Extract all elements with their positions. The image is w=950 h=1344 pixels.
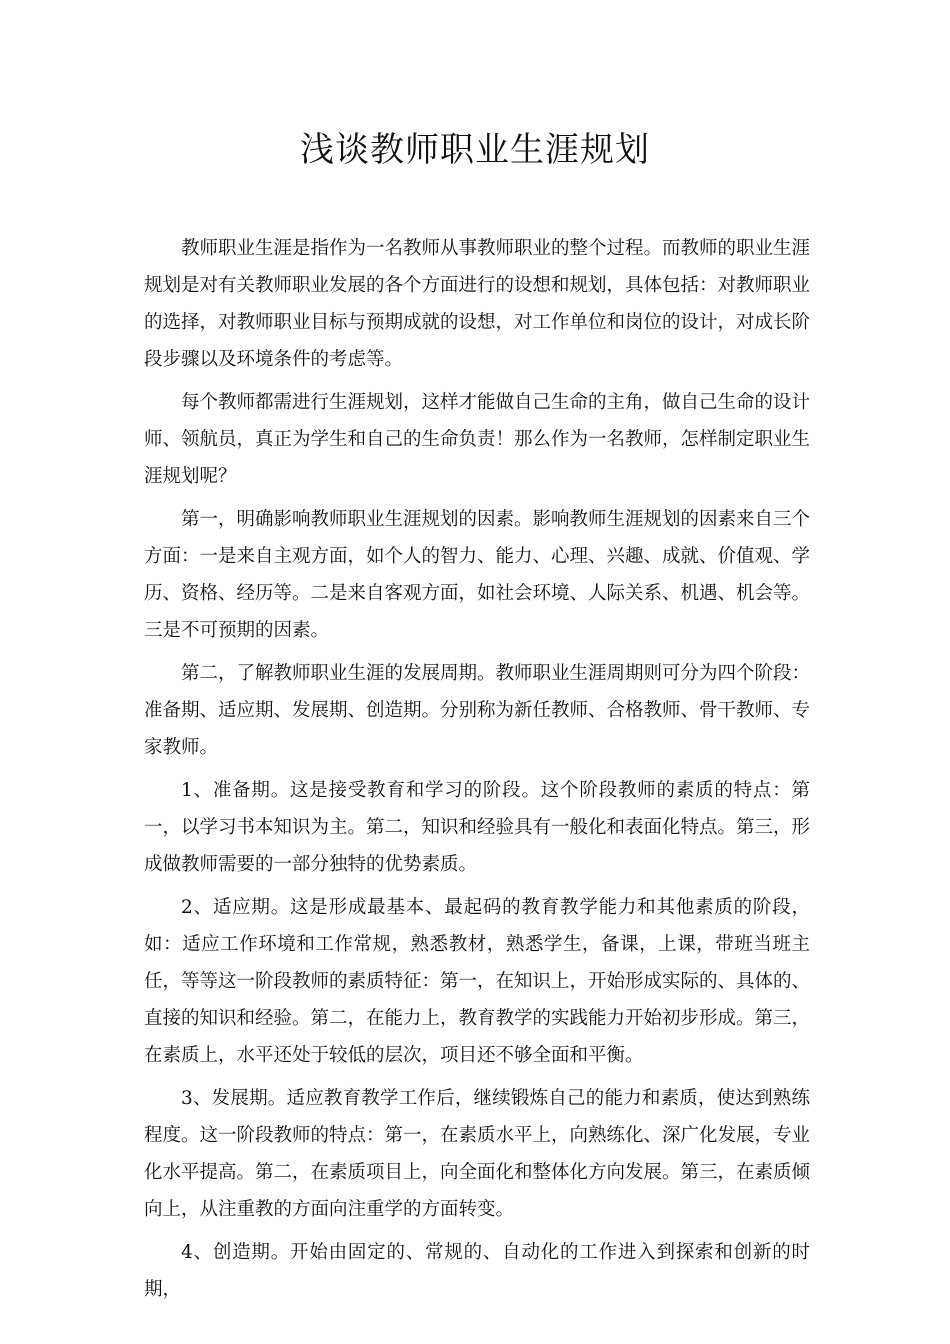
paragraph-importance: 每个教师都需进行生涯规划，这样才能做自己生命的主角，做自己生命的设计师、领航员，真正为学生和自己的生命负责！那么作为一名教师，怎样制定职业生涯规划呢？: [144, 392, 811, 487]
document-title: 浅谈教师职业生涯规划: [300, 130, 650, 170]
paragraph-stage-adaptation: 2、适应期。这是形成最基本、最起码的教育教学能力和其他素质的阶段，如：适应工作环境和工作常规，熟悉教材，熟悉学生，备课，上课，带班当班主任，等等这一阶段教师的素质特征：第一，在知识上，开始形成实际的、具体的、直接的知识和经验。第二，在能力上，教育教学的实践能力开始初步形成。第三，在素质上，水平还处于较低的层次，项目还不够全面和平衡。: [144, 897, 811, 1066]
paragraph-stage-development: 3、发展期。适应教育教学工作后，继续锻炼自己的能力和素质，使达到熟练程度。这一阶段教师的特点：第一，在素质水平上，向熟练化、深广化发展，专业化水平提高。第二，在素质项目上，向全面化和整体化方向发展。第三，在素质倾向上，从注重教的方面向注重学的方面转变。: [144, 1088, 811, 1220]
paragraph-stage-preparation: 1、准备期。这是接受教育和学习的阶段。这个阶段教师的素质的特点：第一，以学习书本知识为主。第二，知识和经验具有一般化和表面化特点。第三，形成做教师需要的一部分独特的优势素质。: [144, 780, 811, 875]
paragraph-cycle: 第二，了解教师职业生涯的发展周期。教师职业生涯周期则可分为四个阶段：准备期、适应期、发展期、创造期。分别称为新任教师、合格教师、骨干教师、专家教师。: [144, 663, 811, 758]
paragraph-intro: 教师职业生涯是指作为一名教师从事教师职业的整个过程。而教师的职业生涯规划是对有关教师职业发展的各个方面进行的设想和规划，具体包括：对教师职业的选择，对教师职业目标与预期成就的设想，对工作单位和岗位的设计，对成长阶段步骤以及环境条件的考虑等。: [144, 238, 811, 370]
paragraph-factors: 第一，明确影响教师职业生涯规划的因素。影响教师生涯规划的因素来自三个方面：一是来自主观方面，如个人的智力、能力、心理、兴趣、成就、价值观、学历、资格、经历等。二是来自客观方面，如社会环境、人际关系、机遇、机会等。三是不可预期的因素。: [144, 509, 811, 641]
document-body: [144, 230, 810, 1314]
paragraph-stage-creation: 4、创造期。开始由固定的、常规的、自动化的工作进入到探索和创新的时期，: [144, 1242, 810, 1300]
